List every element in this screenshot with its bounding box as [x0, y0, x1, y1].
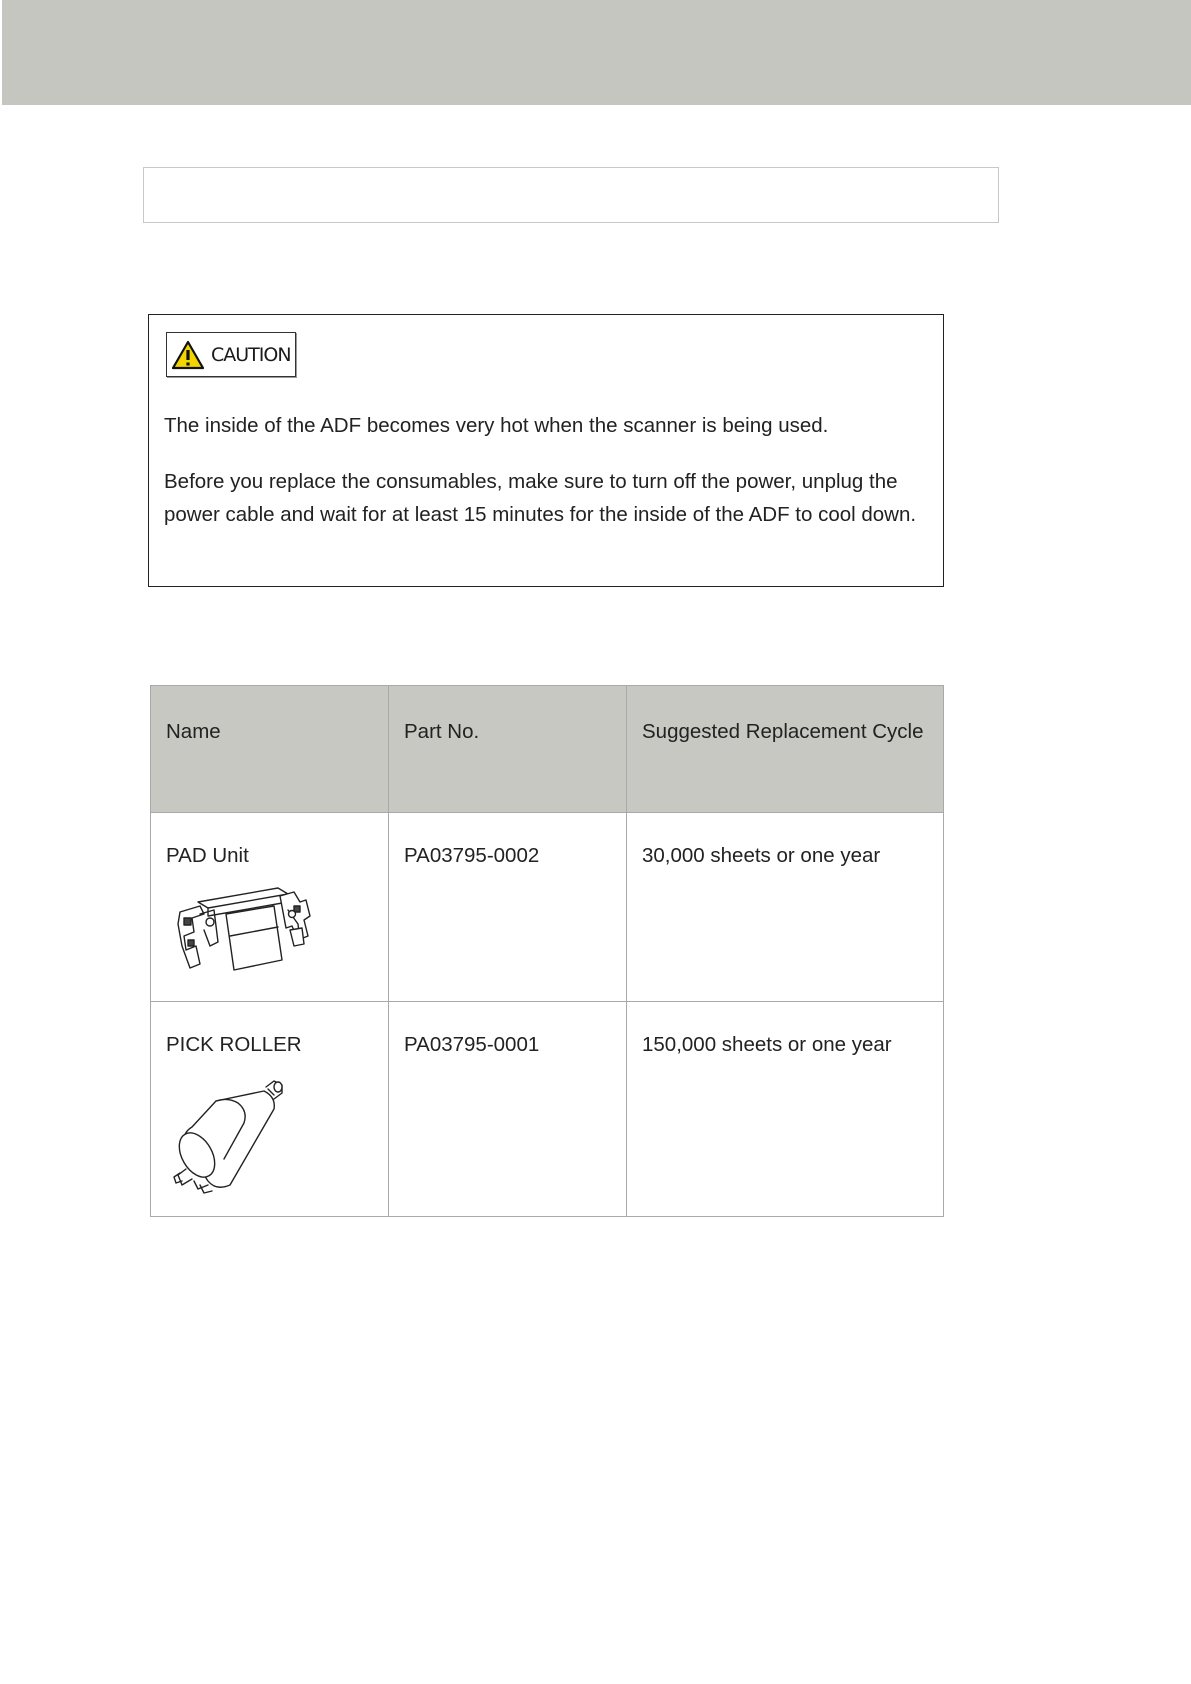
caution-paragraph-1: The inside of the ADF becomes very hot when the scanner is being used. [164, 414, 829, 437]
pick-roller-illustration [170, 1073, 300, 1203]
caution-paragraph-2: Before you replace the consumables, make sure to turn off the power, unplug the power cable and wait for at least 15 minutes for the inside of the ADF to cool down. [164, 470, 917, 526]
cell-part-no: PA03795-0002 [389, 813, 627, 1002]
header-replacement-cycle: Suggested Replacement Cycle [627, 686, 944, 813]
top-banner [2, 0, 1191, 105]
caution-label-text: CAUTION [211, 343, 291, 366]
cell-name [151, 1002, 389, 1217]
table-row [151, 813, 944, 1002]
table-header-row [151, 686, 944, 813]
cell-replacement-cycle: 150,000 sheets or one year [627, 1002, 944, 1217]
caution-label [166, 332, 296, 377]
pad-unit-illustration [170, 884, 320, 979]
pick-roller-name: PICK ROLLER [166, 1033, 302, 1056]
consumables-table [150, 685, 944, 1217]
header-part-no: Part No. [389, 686, 627, 813]
cell-replacement-cycle: 30,000 sheets or one year [627, 813, 944, 1002]
table-row [151, 1002, 944, 1217]
header-name: Name [151, 686, 389, 813]
caution-box [148, 314, 944, 587]
title-box [143, 167, 999, 223]
pad-unit-name: PAD Unit [166, 844, 249, 867]
warning-triangle-icon [171, 340, 205, 370]
cell-part-no: PA03795-0001 [389, 1002, 627, 1217]
cell-name [151, 813, 389, 1002]
